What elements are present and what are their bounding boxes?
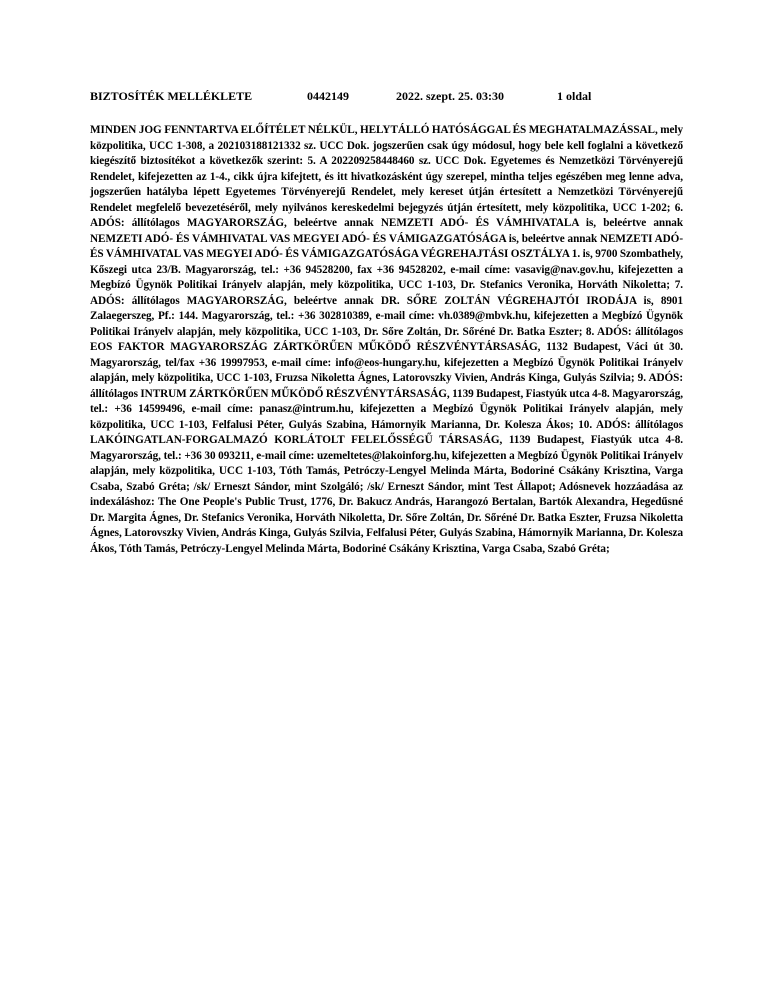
document-header	[90, 88, 683, 104]
document-page	[90, 88, 683, 557]
header-page-number: 1 oldal	[557, 89, 592, 103]
header-date: 2022. szept. 25. 03:30	[396, 89, 504, 103]
header-title: BIZTOSÍTÉK MELLÉKLETE	[90, 89, 253, 103]
document-body-text: MINDEN JOG FENNTARTVA ELŐÍTÉLET NÉLKÜL, HELYTÁLLÓ HATÓSÁGGAL ÉS MEGHATALMAZÁSSAL, mely közpolitika, UCC 1-308, a 202103188121332 sz. UCC Dok. jogszerűen csak úgy módosul, hogy bele kell foglalni a következő kiegészítő biztosítékot a következők szerint: 5. A 202209258448460 sz. UCC Dok. Egyetemes és Nemzetközi Törvényerejű Rendelet, kifejezetten az 1-4., cikk újra kifejtett, és itt hivatkozásként úgy szerepel, mintha teljes egészében meg lenne adva, jogszerűen hatályba lépett Egyetemes Törvényerejű Rendelet, mely kereset útján értesített a Nemzetközi Törvényerejű Rendelet megfelelő bevezetéséről, mely nyilvános kereskedelmi bejegyzés útján értesített, mely közpolitika, UCC 1-202; 6. ADÓS: állítólagos MAGYARORSZÁG, beleértve annak NEMZETI ADÓ- ÉS VÁMHIVATALA is, beleértve annak NEMZETI ADÓ- ÉS VÁMHIVATAL VAS MEGYEI ADÓ- ÉS VÁMIGAZGATÓSÁGA is, beleértve annak NEMZETI ADÓ- ÉS VÁMHIVATAL VAS MEGYEI ADÓ- ÉS VÁMIGAZGATÓSÁGA VÉGREHAJTÁSI OSZTÁLYA 1. is, 9700 Szombathely, Kőszegi utca 23/B. Magyarország, tel.: +36 94528200, fax +36 94528202, e-mail címe: vasavig@nav.gov.hu, kifejezetten a Megbízó Ügynök Politikai Irányelv alapján, mely közpolitika, UCC 1-103, Dr. Stefanics Veronika, Horváth Nikoletta; 7. ADÓS: állítólagos MAGYARORSZÁG, beleértve annak DR. SŐRE ZOLTÁN VÉGREHAJTÓI IRODÁJA is, 8901 Zalaegerszeg, Pf.: 144. Magyarország, tel.: +36 302810389, e-mail címe: vh.0389@mbvk.hu, kifejezetten a Megbízó Ügynök Politikai Irányelv alapján, mely közpolitika, UCC 1-103, Dr. Sőre Zoltán, Dr. Sőréné Dr. Batka Eszter; 8. ADÓS: állítólagos EOS FAKTOR MAGYARORSZÁG ZÁRTKÖRŰEN MŰKÖDŐ RÉSZVÉNYTÁRSASÁG, 1132 Budapest, Váci út 30. Magyarország, tel/fax +36 19997953, e-mail címe: info@eos-hungary.hu, kifejezetten a Megbízó Ügynök Politikai Irányelv alapján, mely közpolitika, UCC 1-103, Fruzsa Nikoletta Ágnes, Latorovszky Vivien, András Kinga, Gulyás Szilvia; 9. ADÓS: állítólagos INTRUM ZÁRTKÖRŰEN MŰKÖDŐ RÉSZVÉNYTÁRSASÁG, 1139 Budapest, Fiastyúk utca 4-8. Magyarország, tel.: +36 14599496, e-mail címe: panasz@intrum.hu, kifejezetten a Megbízó Ügynök Politikai Irányelv alapján, mely közpolitika, UCC 1-103, Felfalusi Péter, Gulyás Szabina, Hámornyik Marianna, Dr. Kolesza Ákos; 10. ADÓS: állítólagos LAKÓINGATLAN-FORGALMAZÓ KORLÁTOLT FELELŐSSÉGŰ TÁRSASÁG, 1139 Budapest, Fiastyúk utca 4-8. Magyarország, tel.: +36 30 093211, e-mail címe: uzemeltetes@lakoinforg.hu, kifejezetten a Megbízó Ügynök Politikai Irányelv alapján, mely közpolitika, UCC 1-103, Tóth Tamás, Petróczy-Lengyel Melinda Márta, Bodoriné Csákány Krisztina, Varga Csaba, Szabó Gréta; /sk/ Erneszt Sándor, mint Szolgáló; /sk/ Erneszt Sándor, mint Test Állapot; Adósnevek hozzáadása az indexáláshoz: The One People's Public Trust, 1776, Dr. Bakucz András, Harangozó Bertalan, Bartók Alexandra, Hegedűsné Dr. Margita Ágnes, Dr. Stefanics Veronika, Horváth Nikoletta, Dr. Sőre Zoltán, Dr. Sőréné Dr. Batka Eszter, Fruzsa Nikoletta Ágnes, Latorovszky Vivien, András Kinga, Gulyás Szilvia, Felfalusi Péter, Gulyás Szabina, Hámornyik Marianna, Dr. Kolesza Ákos, Tóth Tamás, Petróczy-Lengyel Melinda Márta, Bodoriné Csákány Krisztina, Varga Csaba, Szabó Gréta;	[90, 124, 683, 555]
header-document-number: 0442149	[307, 89, 349, 103]
